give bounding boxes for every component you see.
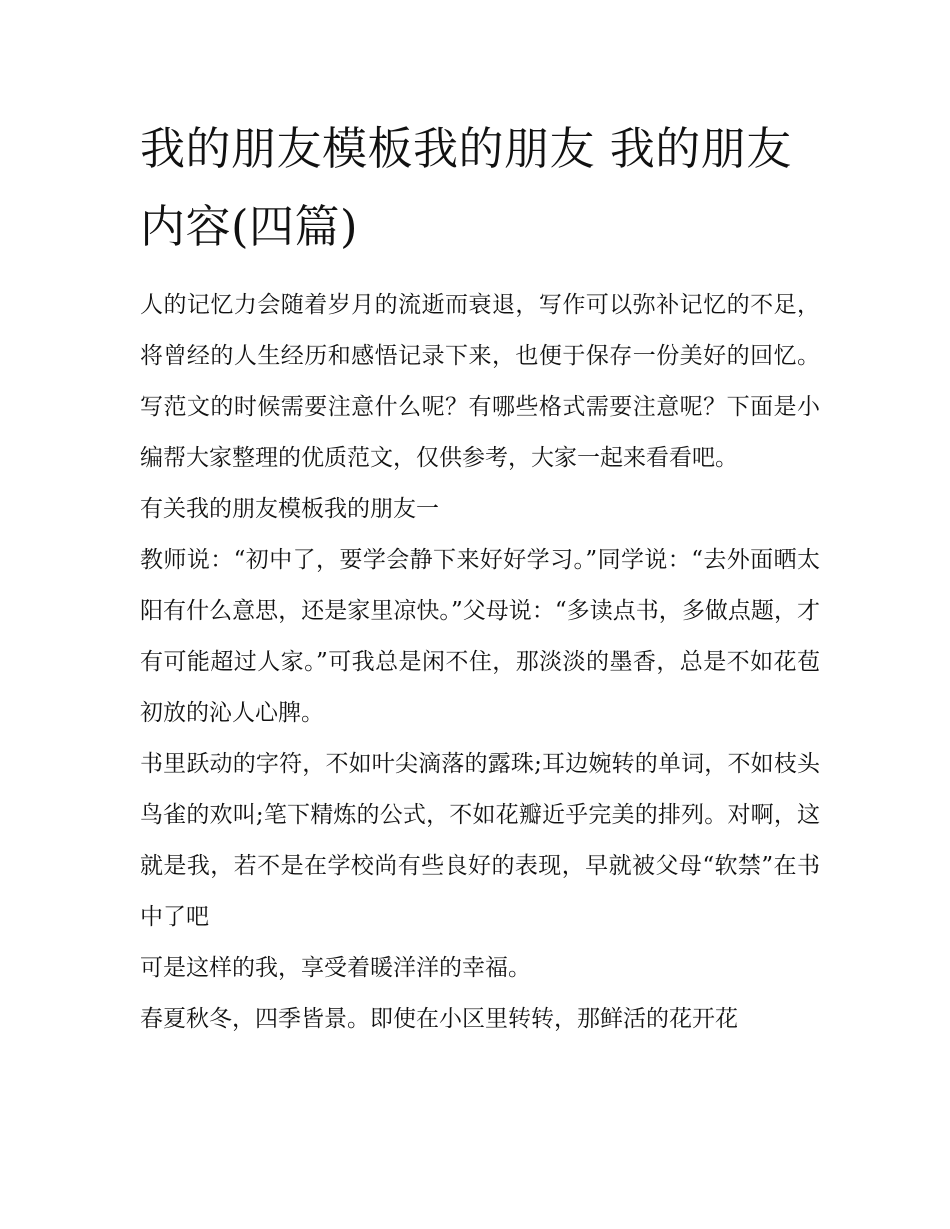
paragraph-teacher-quote: 教师说：“初中了，要学会静下来好好学习。”同学说：“去外面晒太阳有什么意思，还是家里凉快。”父母说：“多读点书，多做点题，才有可能超过人家。”可我总是闲不住，那淡淡的墨香，总是不如花苞初放的沁人心脾。 (140, 547, 820, 726)
document-body (140, 110, 820, 1045)
document-title: 我的朋友模板我的朋友 我的朋友内容(四篇) (140, 122, 792, 253)
paragraph-book-nature: 书里跃动的字符，不如叶尖滴落的露珠;耳边婉转的单词，不如枝头鸟雀的欢叫;笔下精炼的公式，不如花瓣近乎完美的排列。对啊，这就是我，若不是在学校尚有些良好的表现，早就被父母“软禁”在书中了吧 (140, 751, 820, 930)
paragraph-intro: 人的记忆力会随着岁月的流逝而衰退，写作可以弥补记忆的不足，将曾经的人生经历和感悟记录下来，也便于保存一份美好的回忆。写范文的时候需要注意什么呢？有哪些格式需要注意呢？下面是小编帮大家整理的优质范文，仅供参考，大家一起来看看吧。 (140, 292, 820, 471)
paragraph-seasons: 春夏秋冬，四季皆景。即使在小区里转转，那鲜活的花开花 (140, 1006, 738, 1032)
paragraph-happiness: 可是这样的我，享受着暖洋洋的幸福。 (140, 955, 531, 981)
paragraph-section-heading: 有关我的朋友模板我的朋友一 (140, 496, 439, 522)
